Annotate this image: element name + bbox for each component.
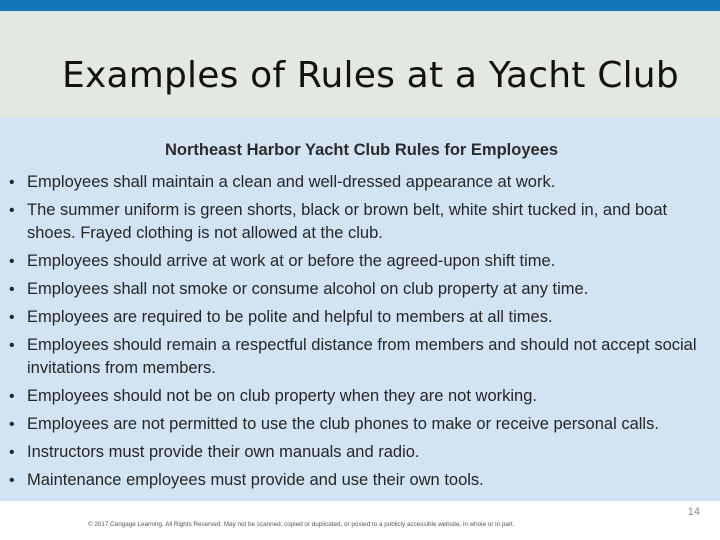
bullet-marker: • bbox=[9, 281, 15, 298]
bullet-marker: • bbox=[9, 253, 15, 270]
slide-number: 14 bbox=[687, 506, 700, 518]
bullet-marker: • bbox=[9, 388, 15, 405]
rule-item bbox=[0, 385, 720, 408]
title-band bbox=[0, 11, 720, 117]
rule-text: Employees shall maintain a clean and well-dressed appearance at work. bbox=[27, 173, 556, 191]
rule-item bbox=[0, 413, 720, 436]
rules-panel bbox=[0, 117, 720, 501]
rule-text: Employees should not be on club property when they are not working. bbox=[27, 387, 537, 405]
rule-item bbox=[0, 171, 720, 194]
rule-item bbox=[0, 334, 720, 380]
rule-item bbox=[0, 250, 720, 273]
slide-title: Examples of Rules at a Yacht Club bbox=[62, 55, 679, 96]
rule-text: Employees shall not smoke or consume alcohol on club property at any time. bbox=[27, 280, 589, 298]
bullet-marker: • bbox=[9, 416, 15, 433]
rule-text: Employees should remain a respectful distance from members and should not accept social invitations from members. bbox=[27, 336, 697, 377]
top-accent-bar bbox=[0, 0, 720, 11]
rule-item bbox=[0, 199, 720, 245]
rules-list bbox=[0, 171, 720, 497]
bullet-marker: • bbox=[9, 202, 15, 219]
bullet-marker: • bbox=[9, 309, 15, 326]
rule-text: Maintenance employees must provide and use their own tools. bbox=[27, 471, 484, 489]
rule-item bbox=[0, 469, 720, 492]
rule-text: Employees are required to be polite and helpful to members at all times. bbox=[27, 308, 553, 326]
rules-heading: Northeast Harbor Yacht Club Rules for Employees bbox=[165, 141, 559, 159]
rule-text: Employees should arrive at work at or before the agreed-upon shift time. bbox=[27, 252, 556, 270]
rule-text: Employees are not permitted to use the club phones to make or receive personal calls. bbox=[27, 415, 659, 433]
bullet-marker: • bbox=[9, 337, 15, 354]
rule-item bbox=[0, 306, 720, 329]
rule-text: Instructors must provide their own manuals and radio. bbox=[27, 443, 420, 461]
bullet-marker: • bbox=[9, 174, 15, 191]
copyright-footer: © 2017 Cengage Learning. All Rights Reserved. May not be scanned, copied or duplicated, or posted to a publicly accessible website, in whole or in part. bbox=[88, 521, 515, 528]
bullet-marker: • bbox=[9, 444, 15, 461]
rule-text: The summer uniform is green shorts, black or brown belt, white shirt tucked in, and boat shoes. Frayed clothing is not allowed at the club. bbox=[27, 201, 668, 242]
rule-item bbox=[0, 278, 720, 301]
rule-item bbox=[0, 441, 720, 464]
bullet-marker: • bbox=[9, 472, 15, 489]
